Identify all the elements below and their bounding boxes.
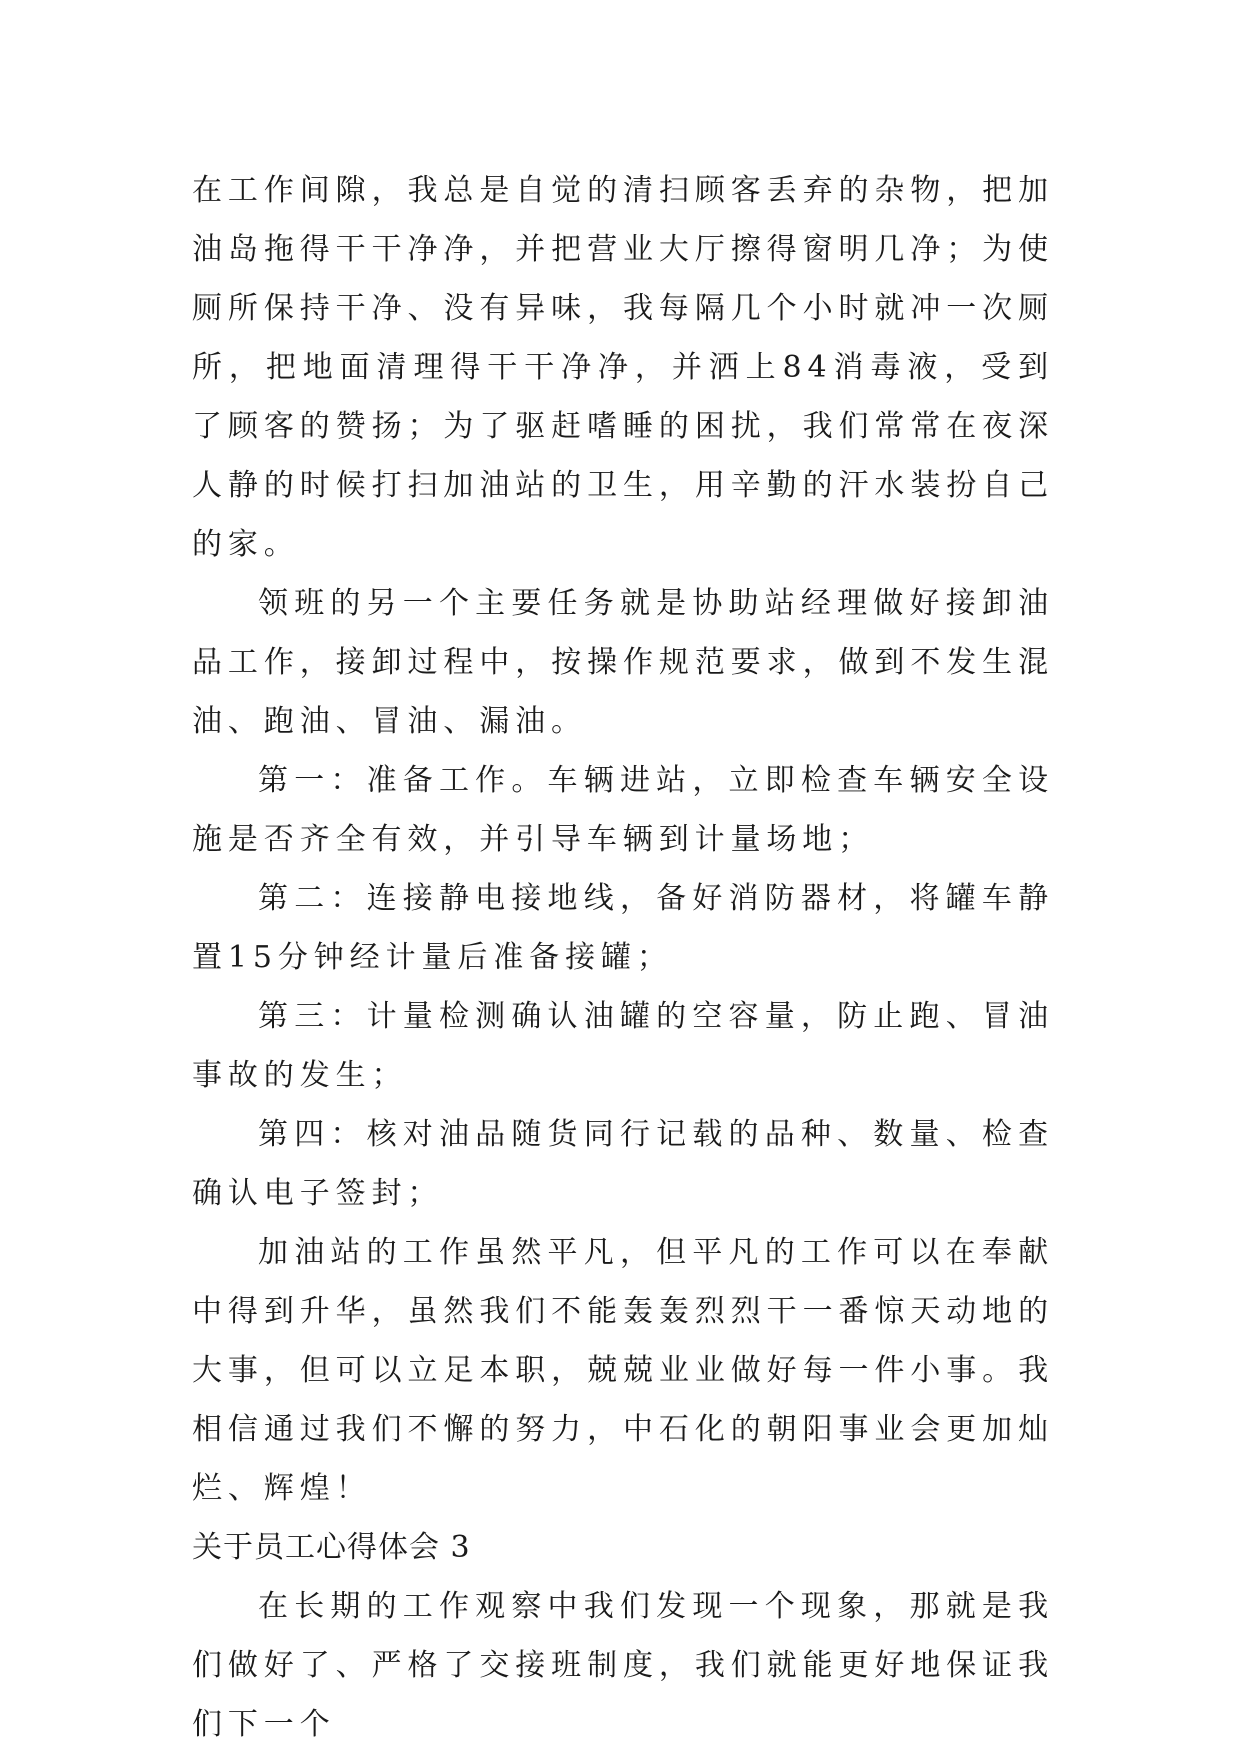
- section-heading: 关于员工心得体会 3: [192, 1530, 471, 1565]
- paragraph-step-three: 第三：计量检测确认油罐的空容量，防止跑、冒油事故的发生；: [192, 999, 1054, 1093]
- paragraph-cleaning: 在工作间隙，我总是自觉的清扫顾客丢弃的杂物，把加油岛拖得干干净净，并把营业大厅擦得窗明几净；为使厕所保持干净、没有异味，我每隔几个小时就冲一次厕所，把地面清理得干干净净，并洒上84消毒液，受到了顾客的赞扬；为了驱赶嗜睡的困扰，我们常常在夜深人静的时候打扫加油站的卫生，用辛勤的汗水装扮自己的家。: [192, 173, 1054, 562]
- paragraph-step-four: 第四：核对油品随货同行记载的品种、数量、检查确认电子签封；: [192, 1117, 1054, 1211]
- paragraph-unloading-duty: 领班的另一个主要任务就是协助站经理做好接卸油品工作，接卸过程中，按操作规范要求，做到不发生混油、跑油、冒油、漏油。: [192, 586, 1054, 739]
- paragraph-section-intro: 在长期的工作观察中我们发现一个现象，那就是我们做好了、严格了交接班制度，我们就能更好地保证我们下一个: [192, 1589, 1054, 1742]
- paragraph-step-one: 第一：准备工作。车辆进站，立即检查车辆安全设施是否齐全有效，并引导车辆到计量场地；: [192, 763, 1054, 857]
- document-body: [192, 161, 1054, 1754]
- paragraph-step-two: 第二：连接静电接地线，备好消防器材，将罐车静置15分钟经计量后准备接罐；: [192, 881, 1054, 975]
- paragraph-conclusion: 加油站的工作虽然平凡，但平凡的工作可以在奉献中得到升华，虽然我们不能轰轰烈烈干一番惊天动地的大事，但可以立足本职，兢兢业业做好每一件小事。我相信通过我们不懈的努力，中石化的朝阳事业会更加灿烂、辉煌！: [192, 1235, 1054, 1506]
